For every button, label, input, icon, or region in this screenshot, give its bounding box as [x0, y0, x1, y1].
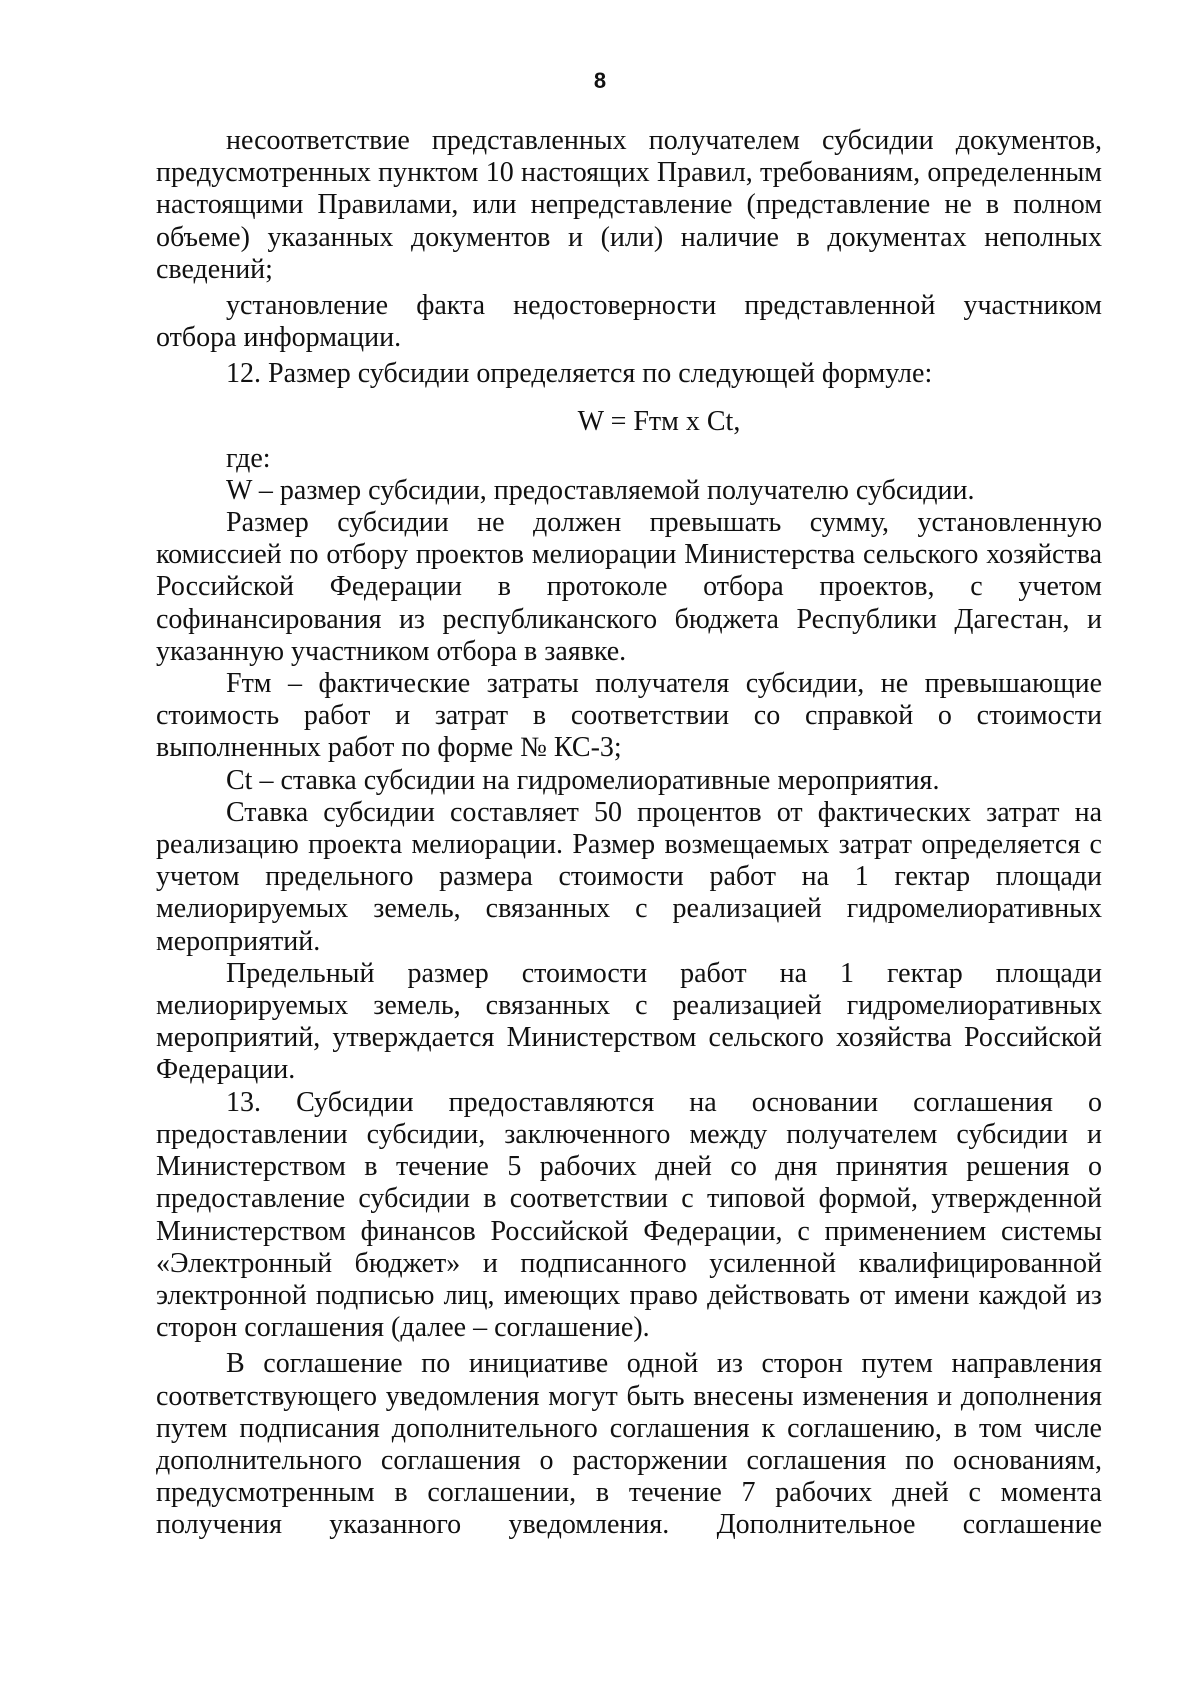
paragraph-ct-definition: Ct – ставка субсидии на гидромелиоративные мероприятия.	[226, 764, 940, 796]
page-number: 8	[593, 68, 607, 93]
paragraph-w-definition: W – размер субсидии, предоставляемой получателю субсидии.	[226, 474, 975, 506]
paragraph-subsidy-limit: Размер субсидии не должен превышать сумму, установленную комиссией по отбору проектов мелиорации Министерства сельского хозяйства Российской Федерации в протоколе отбора проектов, с учетом софинансирования из республиканского бюджета Республики Дагестан, и указанную участником отбора в заявке.	[156, 507, 1102, 667]
paragraph-nonconformity: несоответствие представленных получателем субсидии документов, предусмотренных пунктом 10 настоящих Правил, требованиям, определенным настоящими Правилами, или непредставление (представление не в полном объеме) указанных документов и (или) наличие в документах неполных сведений;	[156, 125, 1102, 285]
paragraph-unreliability: установление факта недостоверности представленной участником отбора информации.	[156, 290, 1102, 354]
paragraph-item-13: 13. Субсидии предоставляются на основании соглашения о предоставлении субсидии, заключенного между получателем субсидии и Министерством в течение 5 рабочих дней со дня принятия решения о предоставление субсидии в соответствии с типовой формой, утвержденной Министерством финансов Российской Федерации, с применением системы «Электронный бюджет» и подписанного усиленной квалифицированной электронной подписью лиц, имеющих право действовать от имени каждой из сторон соглашения (далее – соглашение).	[156, 1086, 1102, 1344]
paragraph-where: где:	[226, 442, 271, 474]
paragraph-ftm-definition: Fтм – фактические затраты получателя субсидии, не превышающие стоимость работ и затрат в соответствии со справкой о стоимости выполненных работ по форме № КС-3;	[156, 668, 1102, 764]
paragraph-item-12: 12. Размер субсидии определяется по следующей формуле:	[226, 358, 933, 390]
paragraph-amendments: В соглашение по инициативе одной из сторон путем направления соответствующего уведомления могут быть внесены изменения и дополнения путем подписания дополнительного соглашения к соглашению, в том числе дополнительного соглашения о расторжении соглашения по основаниям, предусмотренным в соглашении, в течение 7 рабочих дней с момента получения указанного уведомления. Дополнительное соглашение	[156, 1348, 1102, 1541]
paragraph-cost-limit: Предельный размер стоимости работ на 1 гектар площади мелиорируемых земель, связанных с реализацией гидромелиоративных мероприятий, утверждается Министерством сельского хозяйства Российской Федерации.	[156, 957, 1102, 1086]
subsidy-formula: W = Fтм x Ct,	[577, 405, 741, 437]
document-body	[156, 125, 1102, 1542]
paragraph-subsidy-rate: Ставка субсидии составляет 50 процентов от фактических затрат на реализацию проекта мелиорации. Размер возмещаемых затрат определяется с учетом предельного размера стоимости работ на 1 гектар площади мелиорируемых земель, связанных с реализацией гидромелиоративных мероприятий.	[156, 796, 1102, 957]
